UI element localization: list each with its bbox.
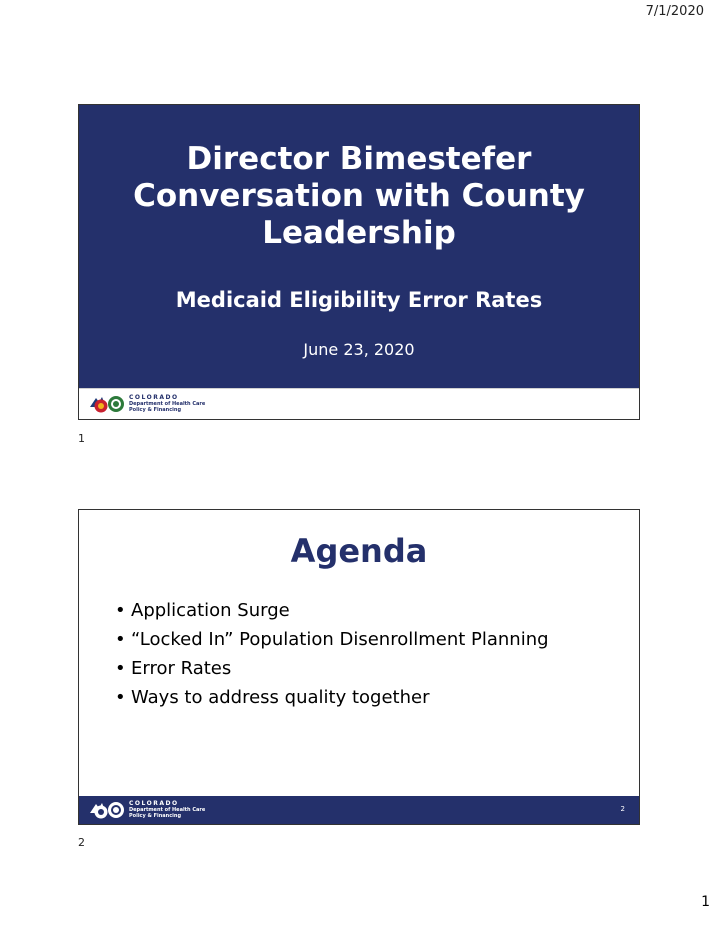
agenda-item: • “Locked In” Population Disenrollment Planning [115,629,549,650]
slide-1-title-slide [78,104,640,420]
slide-1-subtitle: Medicaid Eligibility Error Rates [175,288,543,312]
colorado-hcpf-logo [89,798,205,822]
logo-dept-line-2: Policy & Financing [129,407,182,413]
slide-2-agenda [78,509,640,825]
logo-state-name: COLORADO [129,394,179,401]
logo-text [129,395,205,413]
agenda-item-text: “Locked In” Population Disenrollment Planning [131,629,549,650]
page-date: 7/1/2020 [645,4,704,19]
page-number: 1 [701,894,710,910]
logo-dept-line-2: Policy & Financing [129,813,182,819]
colorado-logo-icon [89,393,125,415]
agenda-item: • Error Rates [115,658,232,679]
slide-1-number: 1 [78,432,85,445]
logo-text [129,801,205,819]
colorado-hcpf-logo [89,392,205,416]
slide-1-title: Director Bimestefer Conversation with County Leadership [133,141,585,252]
logo-state-name: COLORADO [129,800,179,807]
slide-2-footer [79,796,639,824]
agenda-item: • Ways to address quality together [115,687,430,708]
slide-2-number: 2 [78,836,85,849]
logo-dept-line-1: Department of Health Care [129,401,206,407]
colorado-logo-icon [89,799,125,821]
logo-dept-line-1: Department of Health Care [129,807,206,813]
slide-2-footer-page: 2 [620,805,625,813]
agenda-item: • Application Surge [115,600,290,621]
slide-1-footer [79,388,639,419]
agenda-title: Agenda [290,532,428,570]
agenda-list [115,596,549,712]
agenda-item-text: Application Surge [131,600,290,621]
agenda-item-text: Ways to address quality together [131,687,430,708]
slide-1-date: June 23, 2020 [303,340,415,359]
agenda-item-text: Error Rates [131,658,232,679]
